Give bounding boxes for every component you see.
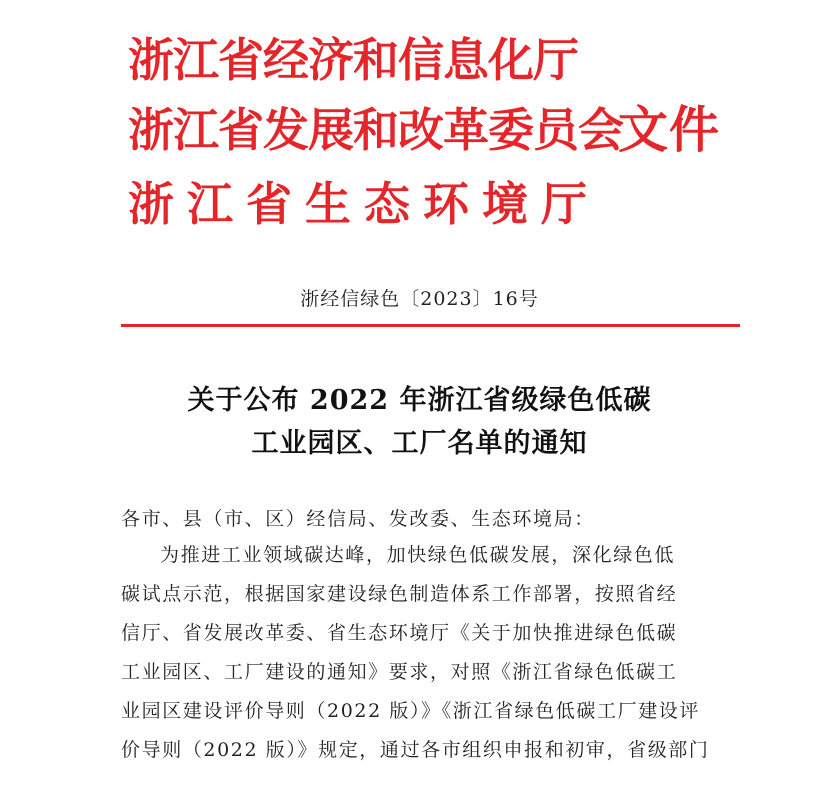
body-line-1: 为推进工业领域碳达峰，加快绿色低碳发展，深化绿色低 xyxy=(160,544,676,566)
body-line-2: 碳试点示范，根据国家建设绿色制造体系工作部署，按照省经 xyxy=(121,583,678,605)
document-title-line-2: 工业园区、工厂名单的通知 xyxy=(251,428,588,459)
body-line-6: 价导则（2022 版）》规定，通过各市组织申报和初审，省级部门 xyxy=(121,739,710,761)
issuer-economy-info-dept: 浙江省经济和信息化厅 xyxy=(128,33,578,87)
body-line-4: 工业园区、工厂建设的通知》要求，对照《浙江省绿色低碳工 xyxy=(121,661,678,683)
salutation: 各市、县（市、区）经信局、发改委、生态环境局： xyxy=(121,508,595,530)
document-number: 浙经信绿色〔2023〕16号 xyxy=(300,288,539,310)
body-line-5: 业园区建设评价导则（2022 版）》《浙江省绿色低碳工厂建设评 xyxy=(121,700,700,722)
issuer-ecology-environment-dept: 浙江省生态环境厅 xyxy=(128,177,600,231)
document-title-line-1: 关于公布 2022 年浙江省级绿色低碳 xyxy=(187,385,652,416)
red-divider xyxy=(121,324,740,327)
file-label: 文件 xyxy=(618,101,720,159)
document-header xyxy=(128,26,768,246)
body-line-3: 信厅、省发展改革委、省生态环境厅《关于加快推进绿色低碳 xyxy=(121,622,678,644)
issuer-development-reform-commission: 浙江省发展和改革委员会 xyxy=(128,103,623,157)
